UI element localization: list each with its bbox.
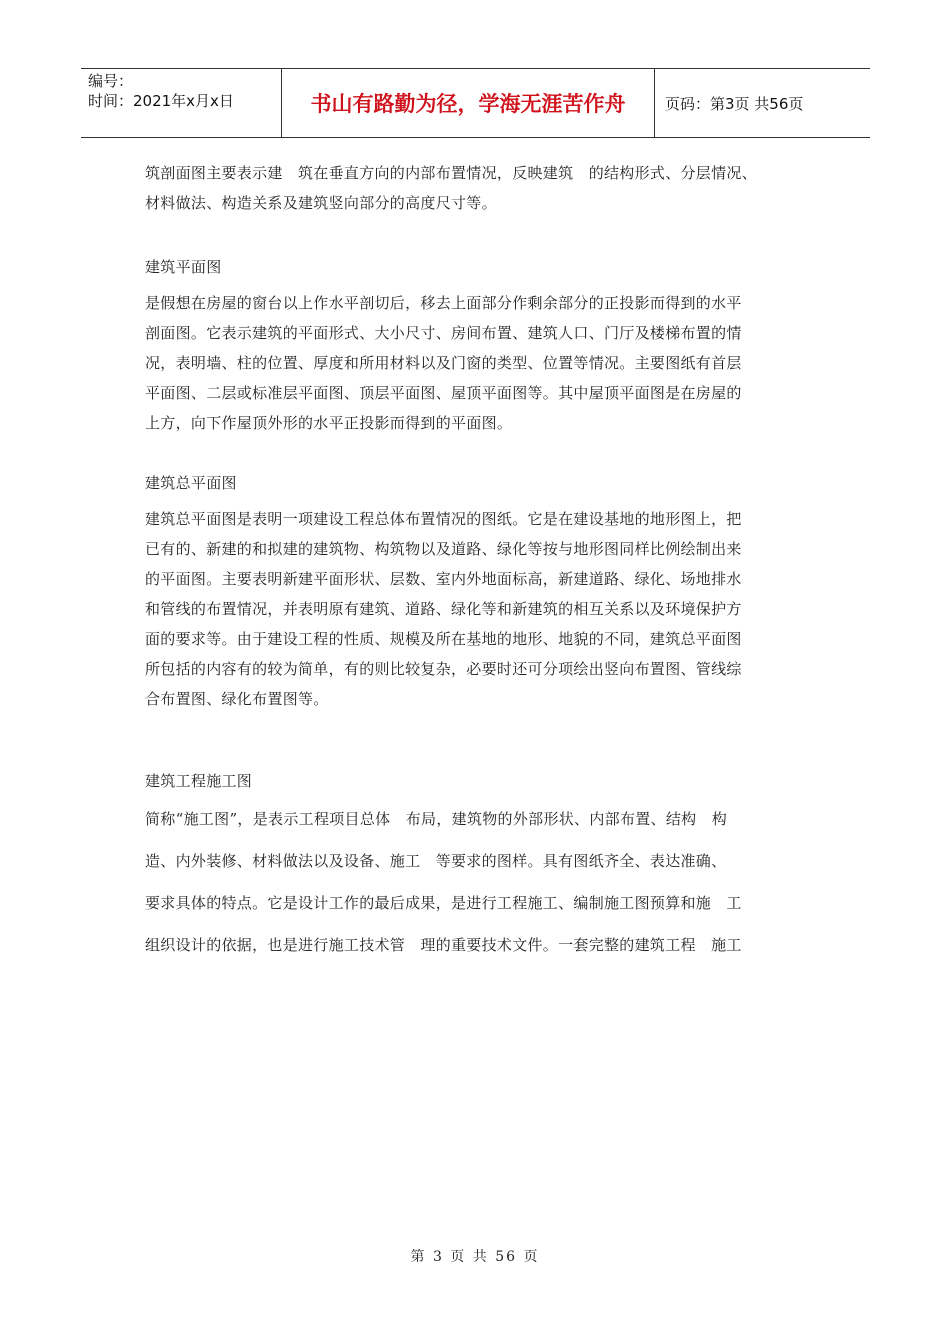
site-line-1: 建筑总平面图是表明一项建设工程总体布置情况的图纸。它是在建设基地的地形图上，把 (145, 510, 742, 528)
motto: 书山有路勤为径，学海无涯苦作舟 (282, 69, 655, 137)
header-page-info: 页码：第3页 共56页 (665, 94, 804, 113)
site-line-6: 所包括的内容有的较为简单，有的则比较复杂，必要时还可分项绘出竖向布置图、管线综 (145, 660, 742, 678)
number-label: 编号： (88, 72, 134, 90)
construction-line-4: 组织设计的依据，也是进行施工技术管 理的重要技术文件。一套完整的建筑工程 施工 (145, 936, 742, 954)
document-body (145, 158, 805, 960)
plan-line-2: 剖面图。它表示建筑的平面形式、大小尺寸、房间布置、建筑人口、门厅及楼梯布置的情 (145, 324, 742, 342)
site-line-7: 合布置图、绿化布置图等。 (145, 690, 329, 708)
intro-line-2: 材料做法、构造关系及建筑竖向部分的高度尺寸等。 (145, 194, 497, 212)
intro-line-1: 筑剖面图主要表示建 筑在垂直方向的内部布置情况，反映建筑 的结构形式、分层情况、 (145, 164, 758, 182)
site-line-4: 和管线的布置情况，并表明原有建筑、道路、绿化等和新建筑的相互关系以及环境保护方 (145, 600, 742, 618)
construction-line-2: 造、内外装修、材料做法以及设备、施工 等要求的图样。具有图纸齐全、表达准确、 (145, 852, 727, 870)
heading-construction: 建筑工程施工图 (145, 772, 253, 790)
site-line-2: 已有的、新建的和拟建的建筑物、构筑物以及道路、绿化等按与地形图同样比例绘制出来 (145, 540, 742, 558)
plan-line-5: 上方，向下作屋顶外形的水平正投影而得到的平面图。 (145, 414, 513, 432)
header-left-cell (81, 69, 282, 137)
site-line-5: 面的要求等。由于建设工程的性质、规模及所在基地的地形、地貌的不同，建筑总平面图 (145, 630, 742, 648)
construction-line-1: 简称“施工图”，是表示工程项目总体 布局，建筑物的外部形状、内部布置、结构 构 (145, 810, 728, 828)
page-header (81, 68, 870, 138)
heading-plan: 建筑平面图 (145, 258, 222, 276)
construction-line-3: 要求具体的特点。它是设计工作的最后成果，是进行工程施工、编制施工图预算和施 工 (145, 894, 742, 912)
plan-line-4: 平面图、二层或标准层平面图、顶层平面图、屋顶平面图等。其中屋顶平面图是在房屋的 (145, 384, 742, 402)
heading-site-plan: 建筑总平面图 (145, 474, 237, 492)
plan-line-1: 是假想在房屋的窗台以上作水平剖切后，移去上面部分作剩余部分的正投影而得到的水平 (145, 294, 742, 312)
plan-line-3: 况，表明墙、柱的位置、厚度和所用材料以及门窗的类型、位置等情况。主要图纸有首层 (145, 354, 742, 372)
page-footer: 第 3 页 共 56 页 (410, 1249, 540, 1265)
site-line-3: 的平面图。主要表明新建平面形状、层数、室内外地面标高，新建道路、绿化、场地排水 (145, 570, 742, 588)
time-label: 时间：2021年x月x日 (88, 92, 234, 110)
